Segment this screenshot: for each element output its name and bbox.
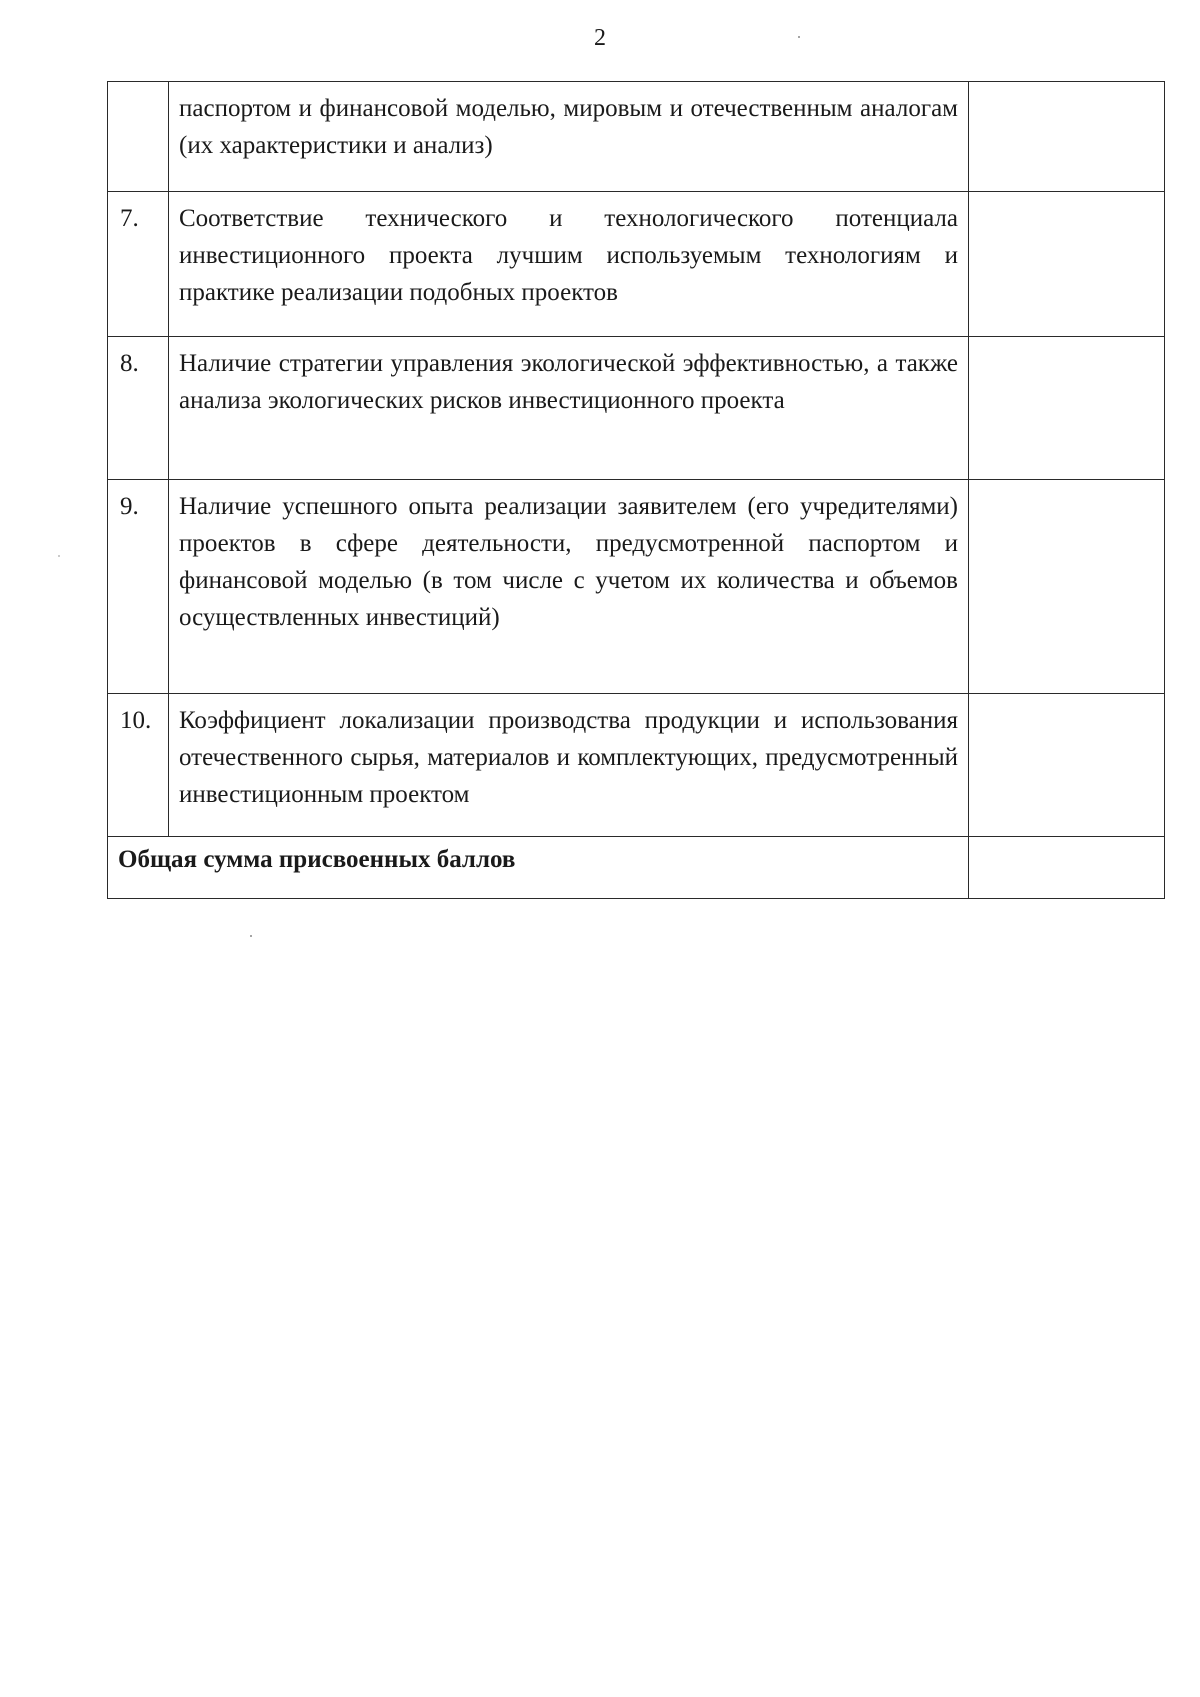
row-number: 8. xyxy=(108,337,169,480)
page-number: 2 xyxy=(594,25,606,51)
row-number: 10. xyxy=(108,694,169,837)
criteria-table xyxy=(107,81,1165,899)
criterion-text: паспортом и финансовой моделью, мировым и отечественным аналогам (их характеристики и анализ) xyxy=(179,95,958,159)
table-row-10 xyxy=(108,694,1165,837)
criterion-text: Наличие успешного опыта реализации заявителем (его учредителями) проектов в сфере деятельности, предусмотренной паспортом и финансовой моделью (в том числе с учетом их количества и объемов осуществленных инвестиций) xyxy=(179,493,958,631)
table-row-7 xyxy=(108,192,1165,337)
table-row-9 xyxy=(108,480,1165,694)
total-label: Общая сумма присвоенных баллов xyxy=(108,837,969,899)
row-number xyxy=(108,82,169,192)
row-number: 7. xyxy=(108,192,169,337)
criterion-cell xyxy=(169,694,969,837)
criterion-cell xyxy=(169,337,969,480)
table-row-continuation xyxy=(108,82,1165,192)
scan-speck xyxy=(250,935,252,937)
score-cell xyxy=(969,337,1165,480)
scan-speck xyxy=(58,555,60,557)
score-cell xyxy=(969,694,1165,837)
score-cell xyxy=(969,192,1165,337)
criterion-text: Соответствие технического и технологического потенциала инвестиционного проекта лучшим используемым технологиям и практике реализации подобных проектов xyxy=(179,205,958,306)
criterion-cell xyxy=(169,192,969,337)
criterion-text: Наличие стратегии управления экологической эффективностью, а также анализа экологических рисков инвестиционного проекта xyxy=(179,350,958,414)
score-cell xyxy=(969,480,1165,694)
table-row-8 xyxy=(108,337,1165,480)
criterion-cell xyxy=(169,82,969,192)
criterion-cell xyxy=(169,480,969,694)
table-row-total xyxy=(108,837,1165,899)
scan-speck xyxy=(798,36,800,38)
row-number: 9. xyxy=(108,480,169,694)
total-score-cell xyxy=(969,837,1165,899)
score-cell xyxy=(969,82,1165,192)
criterion-text: Коэффициент локализации производства продукции и использования отечественного сырья, материалов и комплектующих, предусмотренный инвестиционным проектом xyxy=(179,707,958,808)
